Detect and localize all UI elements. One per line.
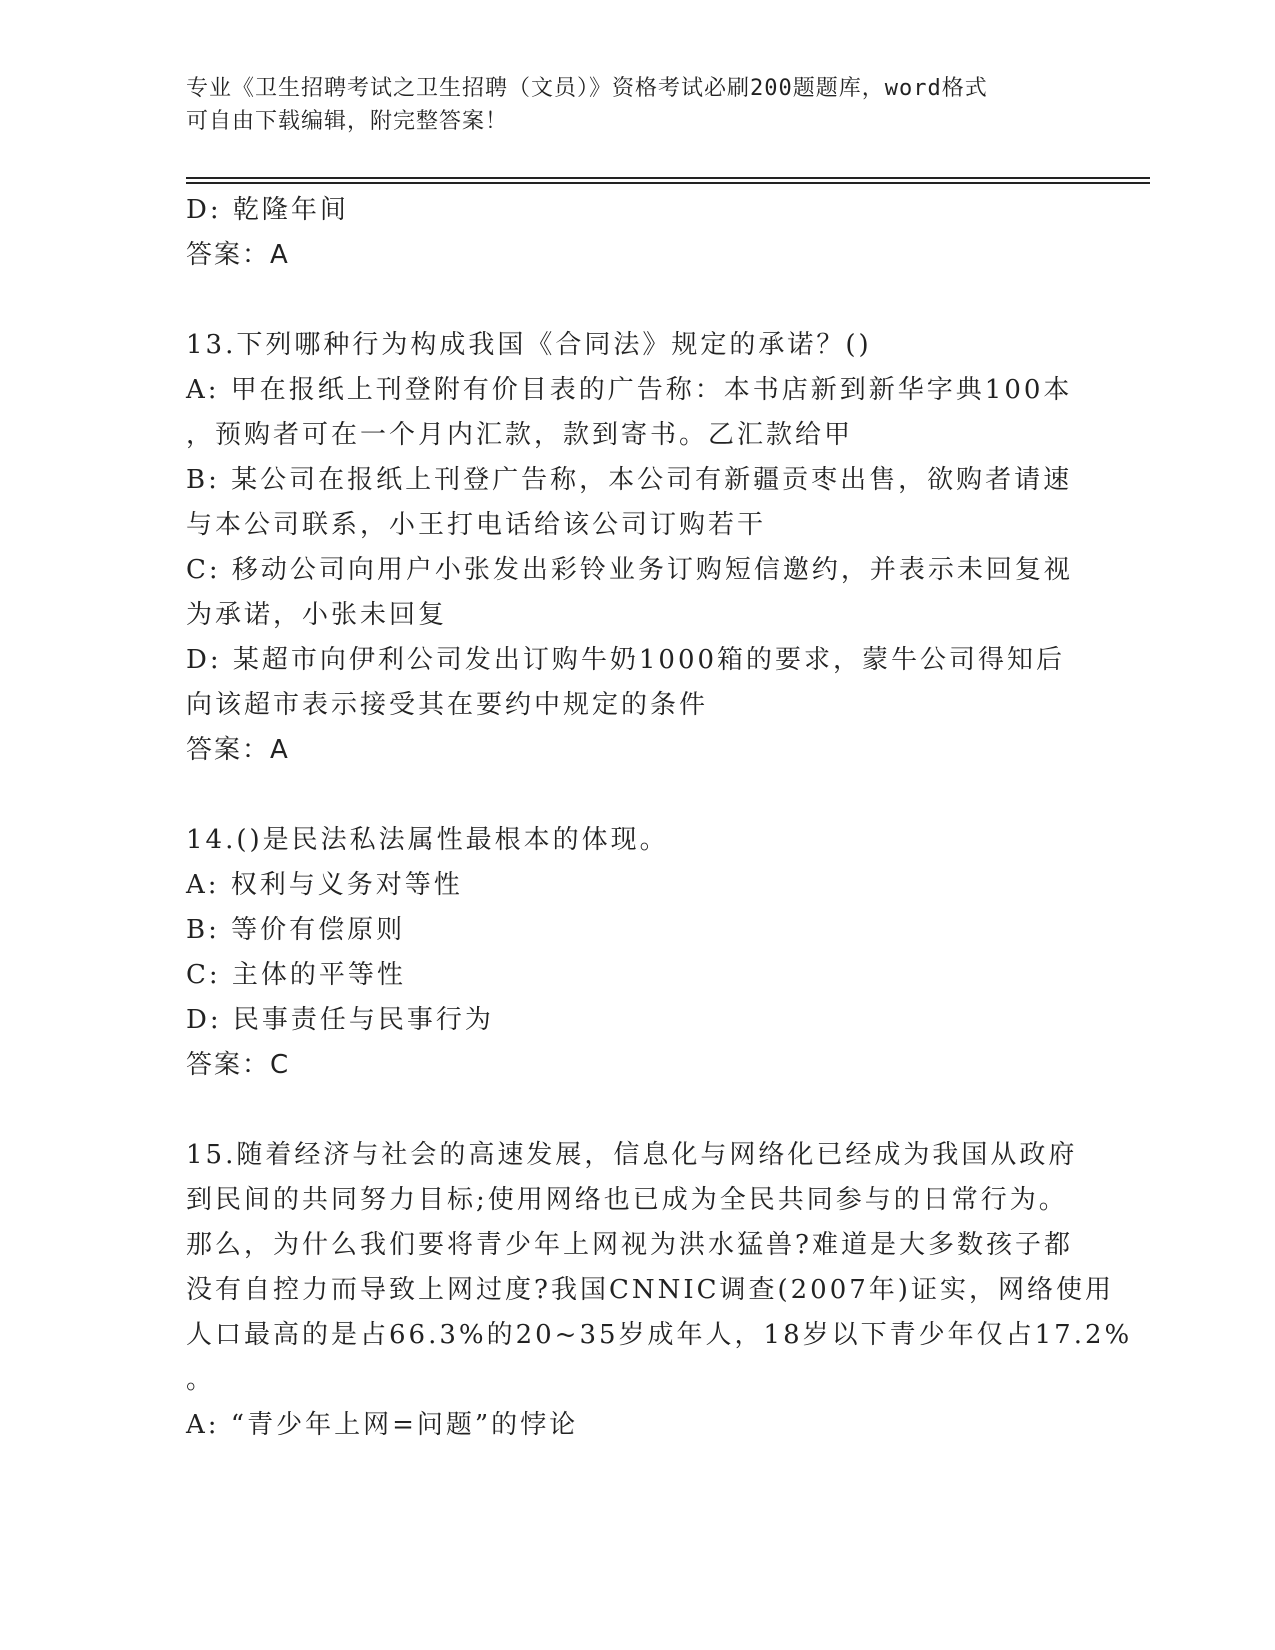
question-text: 13.下列哪种行为构成我国《合同法》规定的承诺？() bbox=[186, 330, 872, 360]
option-b-line-2: 与本公司联系，小王打电话给该公司订购若干 bbox=[186, 510, 767, 540]
option-d-line-2: 向该超市表示接受其在要约中规定的条件 bbox=[186, 690, 709, 720]
question-text-line-6: 。 bbox=[186, 1365, 216, 1395]
option-d-line-1: D: 某超市向伊利公司发出订购牛奶1000箱的要求，蒙牛公司得知后 bbox=[186, 645, 1066, 675]
option-c-line-2: 为承诺，小张未回复 bbox=[186, 600, 448, 630]
header-line-1: 专业《卫生招聘考试之卫生招聘（文员）》资格考试必刷200题题库，word格式 bbox=[186, 76, 988, 101]
option-d: D: 民事责任与民事行为 bbox=[186, 1005, 494, 1035]
option-c-line-1: C: 移动公司向用户小张发出彩铃业务订购短信邀约，并表示未回复视 bbox=[186, 555, 1073, 585]
question-text-line-3: 那么，为什么我们要将青少年上网视为洪水猛兽?难道是大多数孩子都 bbox=[186, 1230, 1073, 1260]
previous-question-tail bbox=[186, 188, 1086, 278]
option-a-line-2: ，预购者可在一个月内汇款，款到寄书。乙汇款给甲 bbox=[186, 420, 854, 450]
question-15 bbox=[186, 1133, 1133, 1448]
option-c: C: 主体的平等性 bbox=[186, 960, 406, 990]
question-text: 14.()是民法私法属性最根本的体现。 bbox=[186, 825, 669, 855]
question-text-line-4: 没有自控力而导致上网过度?我国CNNIC调查(2007年)证实，网络使用 bbox=[186, 1275, 1114, 1305]
question-text-line-5: 人口最高的是占66.3%的20~35岁成年人，18岁以下青少年仅占17.2% bbox=[186, 1320, 1133, 1350]
header-divider-bottom bbox=[186, 182, 1150, 184]
spacer bbox=[186, 278, 1086, 323]
answer-label: 答案：A bbox=[186, 735, 290, 765]
question-14 bbox=[186, 818, 1086, 1088]
document-header bbox=[186, 72, 1066, 138]
question-text-line-2: 到民间的共同努力目标;使用网络也已成为全民共同参与的日常行为。 bbox=[186, 1185, 1068, 1215]
question-13 bbox=[186, 323, 1086, 773]
option-d: D: 乾隆年间 bbox=[186, 195, 349, 225]
header-line-2: 可自由下载编辑，附完整答案！ bbox=[186, 109, 509, 134]
option-b-line-1: B: 某公司在报纸上刊登广告称，本公司有新疆贡枣出售，欲购者请速 bbox=[186, 465, 1073, 495]
option-a-line-1: A: 甲在报纸上刊登附有价目表的广告称：本书店新到新华字典100本 bbox=[186, 375, 1073, 405]
option-a: A: 权利与义务对等性 bbox=[186, 870, 463, 900]
header-divider-top bbox=[186, 177, 1150, 179]
answer-label: 答案：A bbox=[186, 240, 290, 270]
spacer bbox=[186, 773, 1086, 818]
question-content bbox=[186, 188, 1133, 1448]
spacer bbox=[186, 1088, 1086, 1133]
answer-label: 答案：C bbox=[186, 1050, 291, 1080]
option-b: B: 等价有偿原则 bbox=[186, 915, 406, 945]
option-a: A: “青少年上网=问题”的悖论 bbox=[186, 1410, 579, 1440]
question-text-line-1: 15.随着经济与社会的高速发展，信息化与网络化已经成为我国从政府 bbox=[186, 1140, 1078, 1170]
